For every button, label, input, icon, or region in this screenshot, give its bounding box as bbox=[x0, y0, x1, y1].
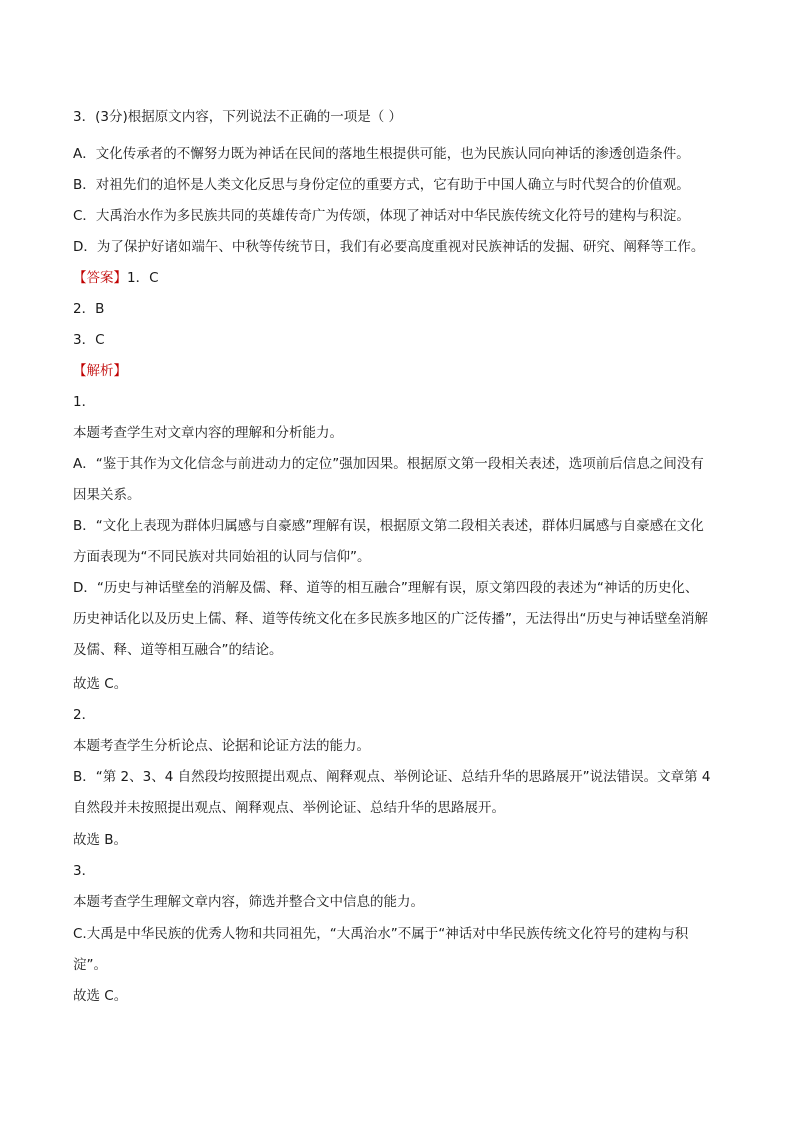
analysis-q1-b-line1: B．“文化上表现为群体归属感与自豪感”理解有误，根据原文第二段相关表述，群体归属感与自豪感在文化 bbox=[73, 518, 704, 534]
question-stem: 3．(3分)根据原文内容，下列说法不正确的一项是（ ） bbox=[73, 109, 403, 125]
analysis-q3-c-line2: 淀”。 bbox=[73, 957, 107, 973]
answer-label: 【答案】 bbox=[73, 270, 127, 286]
option-a: A．文化传承者的不懈努力既为神话在民间的落地生根提供可能，也为民族认同向神话的渗透创造条件。 bbox=[73, 146, 690, 162]
analysis-q3-conclusion: 故选 C。 bbox=[73, 988, 128, 1004]
analysis-q1-b-line2: 方面表现为“不同民族对共同始祖的认同与信仰”。 bbox=[73, 549, 371, 565]
answer-3: 3．C bbox=[73, 332, 105, 348]
answer-1: 1．C bbox=[127, 270, 159, 286]
analysis-q1-d-line2: 历史神话化以及历史上儒、释、道等传统文化在多民族多地区的广泛传播”，无法得出“历史与神话壁垒消解 bbox=[73, 611, 708, 627]
analysis-q3-number: 3． bbox=[73, 863, 96, 879]
analysis-q3-intro: 本题考查学生理解文章内容，筛选并整合文中信息的能力。 bbox=[73, 894, 424, 910]
analysis-q2-b-line1: B．“第 2、3、4 自然段均按照提出观点、阐释观点、举例论证、总结升华的思路展开”说法错误。文章第 4 bbox=[73, 769, 711, 785]
analysis-q1-d-line3: 及儒、释、道等相互融合”的结论。 bbox=[73, 642, 283, 658]
analysis-q3-c-line1: C.大禹是中华民族的优秀人物和共同祖先，“大禹治水”不属于“神话对中华民族传统文化符号的建构与积 bbox=[73, 926, 689, 942]
analysis-q2-intro: 本题考查学生分析论点、论据和论证方法的能力。 bbox=[73, 738, 370, 754]
answer-line bbox=[73, 269, 159, 287]
analysis-label: 【解析】 bbox=[73, 363, 127, 379]
option-d: D．为了保护好诸如端午、中秋等传统节日，我们有必要高度重视对民族神话的发掘、研究、阐释等工作。 bbox=[73, 239, 705, 255]
analysis-q2-b-line2: 自然段并未按照提出观点、阐释观点、举例论证、总结升华的思路展开。 bbox=[73, 800, 505, 816]
analysis-q2-number: 2． bbox=[73, 707, 96, 723]
analysis-q1-d-line1: D．“历史与神话壁垒的消解及儒、释、道等的相互融合”理解有误，原文第四段的表述为“神话的历史化、 bbox=[73, 580, 699, 596]
analysis-q1-a-line1: A．“鉴于其作为文化信念与前进动力的定位”强加因果。根据原文第一段相关表述，选项前后信息之间没有 bbox=[73, 456, 704, 472]
analysis-q1-number: 1． bbox=[73, 394, 96, 410]
answer-2: 2．B bbox=[73, 301, 105, 317]
analysis-q1-intro: 本题考查学生对文章内容的理解和分析能力。 bbox=[73, 425, 343, 441]
analysis-q1-conclusion: 故选 C。 bbox=[73, 676, 128, 692]
analysis-q1-a-line2: 因果关系。 bbox=[73, 487, 141, 503]
option-b: B．对祖先们的追怀是人类文化反思与身份定位的重要方式，它有助于中国人确立与时代契合的价值观。 bbox=[73, 177, 690, 193]
option-c: C．大禹治水作为多民族共同的英雄传奇广为传颂，体现了神话对中华民族传统文化符号的建构与积淀。 bbox=[73, 208, 690, 224]
analysis-q2-conclusion: 故选 B。 bbox=[73, 832, 128, 848]
